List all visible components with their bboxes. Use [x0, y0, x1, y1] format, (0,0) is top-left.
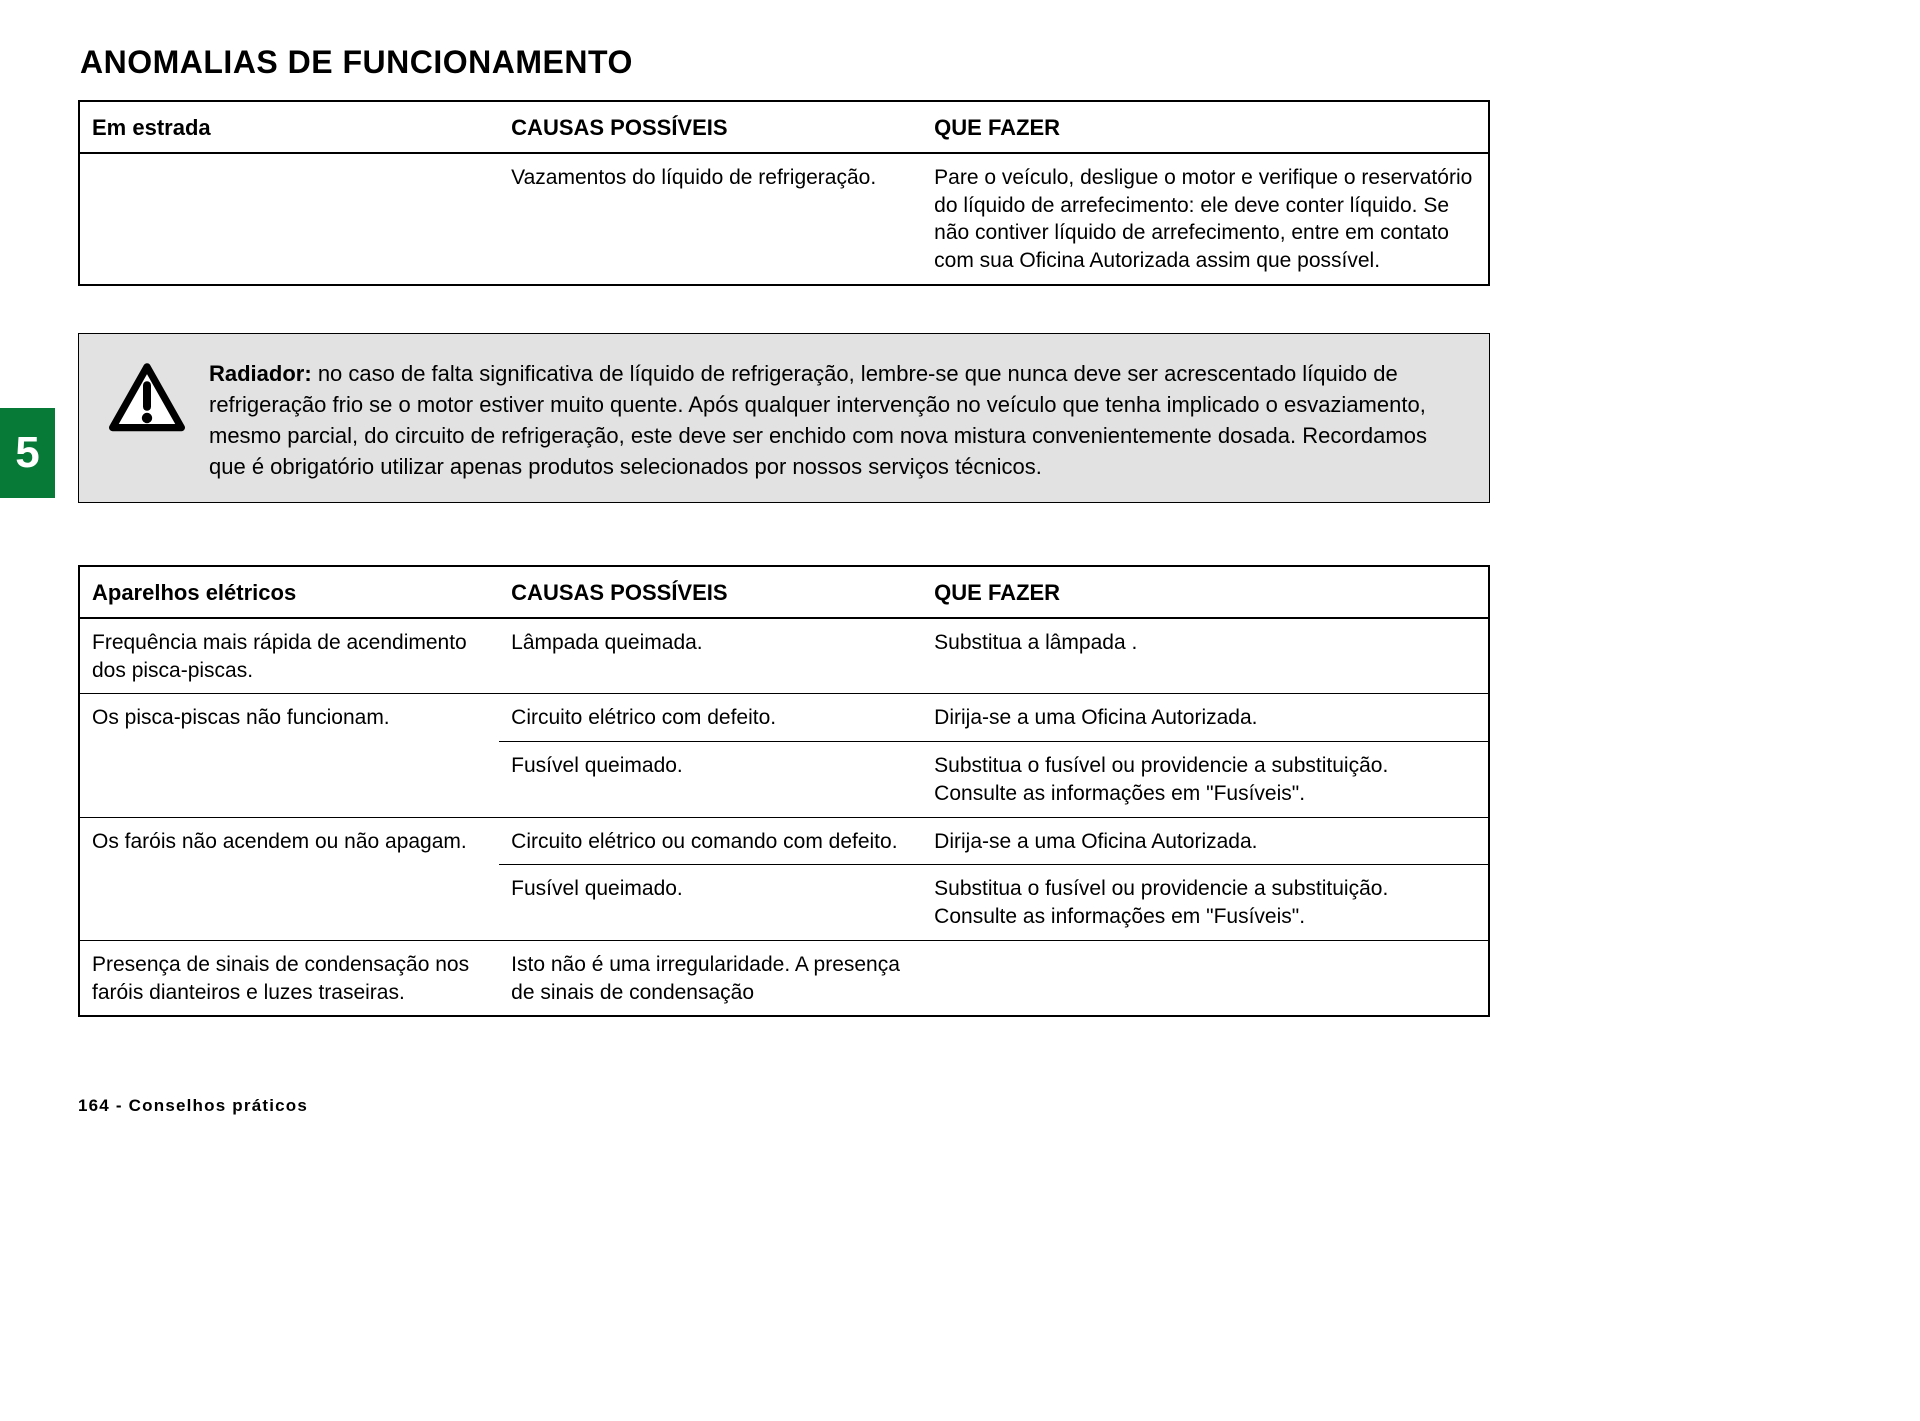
cell-cause: Isto não é uma irregularidade. A presença de sinais de condensação — [499, 940, 922, 1016]
cell-cause: Circuito elétrico com defeito. — [499, 694, 922, 742]
table-header-row — [79, 566, 1489, 618]
cell-cause: Lâmpada queimada. — [511, 631, 703, 655]
cell-cause: Fusível queimado. — [499, 865, 922, 940]
table-row — [79, 618, 1489, 694]
cell-problem — [79, 153, 499, 285]
cell-action: Pare o veículo, desligue o motor e verifique o reservatório do líquido de arrefecimento: ele deve conter líquido. Se não contiver líquido de arrefecimento, entre em contato com sua Oficina Autorizada assim que possível. — [934, 166, 1473, 273]
cell-cause: Fusível queimado. — [499, 742, 922, 817]
header-cell-problem: Aparelhos elétricos — [79, 566, 499, 618]
cell-problem: Frequência mais rápida de acendimento dos pisca-piscas. — [92, 631, 467, 682]
page-footer: 164 - Conselhos práticos — [78, 1096, 309, 1115]
road-troubleshooting-table — [78, 100, 1490, 286]
cell-action: Dirija-se a uma Oficina Autorizada. — [922, 817, 1489, 865]
cell-action: Dirija-se a uma Oficina Autorizada. — [922, 694, 1489, 742]
header-cell-causes: CAUSAS POSSÍVEIS — [499, 101, 922, 153]
header-cell-action: QUE FAZER — [922, 566, 1489, 618]
warning-lead: Radiador: — [209, 361, 312, 386]
chapter-number: 5 — [15, 428, 40, 477]
cell-problem: Os pisca-piscas não funcionam. — [79, 694, 499, 817]
cell-action — [922, 940, 1489, 1016]
cell-action: Substitua a lâmpada . — [934, 631, 1138, 655]
page-title: ANOMALIAS DE FUNCIONAMENTO — [80, 44, 633, 80]
table-header-row — [79, 101, 1489, 153]
cell-action: Substitua o fusível ou providencie a substituição. Consulte as informações em "Fusíveis". — [922, 742, 1489, 817]
warning-triangle-icon — [107, 360, 187, 436]
table-row — [79, 817, 1489, 865]
cell-problem: Os faróis não acendem ou não apagam. — [79, 817, 499, 940]
table-row — [79, 694, 1489, 742]
cell-problem: Presença de sinais de condensação nos faróis dianteiros e luzes traseiras. — [79, 940, 499, 1016]
header-cell-action: QUE FAZER — [922, 101, 1489, 153]
header-cell-problem: Em estrada — [79, 101, 499, 153]
warning-text: no caso de falta significativa de líquido de refrigeração, lembre-se que nunca deve ser acrescentado líquido de refrigeração frio se o motor estiver muito quente. Após qualquer intervenção no veículo que tenha implicado o esvaziamento, mesmo parcial, do circuito de refrigeração, este deve ser enchido com nova mistura convenientemente dosada. Recordamos que é obrigatório utilizar apenas produtos selecionados por nossos serviços técnicos. — [209, 361, 1427, 479]
electrical-troubleshooting-table — [78, 565, 1490, 1017]
table-row — [79, 153, 1489, 285]
cell-action: Substitua o fusível ou providencie a substituição. Consulte as informações em "Fusíveis". — [922, 865, 1489, 940]
chapter-tab — [0, 408, 55, 498]
warning-box — [78, 333, 1490, 503]
header-cell-causes: CAUSAS POSSÍVEIS — [499, 566, 922, 618]
table-row — [79, 940, 1489, 1016]
cell-cause: Vazamentos do líquido de refrigeração. — [511, 166, 877, 190]
cell-cause: Circuito elétrico ou comando com defeito. — [499, 817, 922, 865]
